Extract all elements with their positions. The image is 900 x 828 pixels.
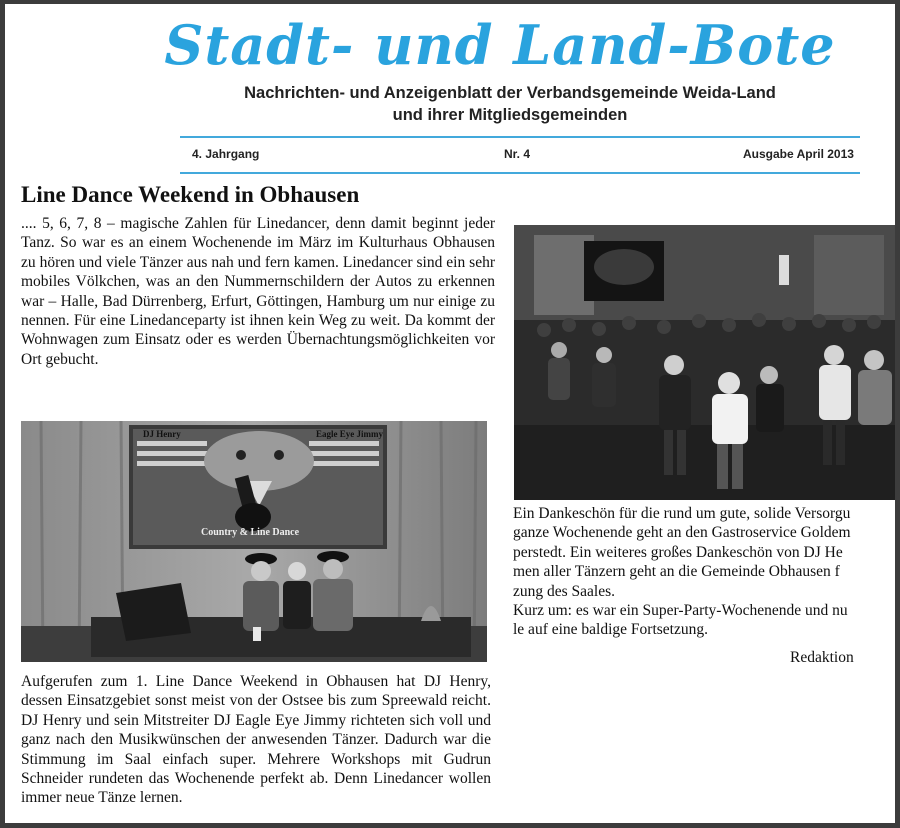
masthead-title: Stadt- und Land-Bote bbox=[164, 13, 836, 77]
masthead-rule-top bbox=[180, 136, 860, 138]
paragraph-3-line: perstedt. Ein weiteres großes Dankeschön von DJ He bbox=[513, 543, 843, 561]
issue-year: 4. Jahrgang bbox=[192, 147, 260, 161]
dance-floor-photo bbox=[514, 225, 895, 500]
paragraph-3-line: Kurz um: es war ein Super-Party-Wochenende und nu bbox=[513, 602, 848, 620]
paragraph-3-line: zung des Saales. bbox=[513, 582, 616, 600]
paragraph-3-line: le auf eine baldige Fortsetzung. bbox=[513, 621, 708, 639]
article-headline: Line Dance Weekend in Obhausen bbox=[21, 182, 360, 207]
subtitle-line-1: Nachrichten- und Anzeigenblatt der Verbandsgemeinde Weida-Land bbox=[244, 84, 776, 102]
paragraph-3-line: men aller Tänzern geht an die Gemeinde Obhausen f bbox=[513, 563, 840, 581]
article-signature: Redaktion bbox=[790, 649, 854, 666]
banner-left-name: DJ Henry bbox=[143, 429, 181, 439]
article-paragraph-1: .... 5, 6, 7, 8 – magische Zahlen für Linedancer, denn damit beginnt jeder Tanz. So war es an einem Wochenende im März im Kulturhaus Obhausen zu hören und viele Tänzer aus nah und fern kamen. Linedancer sind ein sehr mobiles Völkchen, was an den Nummernschildern der Autos zu erkennen war – Halle, Bad Dürrenberg, Erfurt, Göttingen, Hamburg um nur einige zu nennen. Für eine Linedanceparty ist ihnen kein Weg zu weit. Da kommt der Wohnwagen zum Einsatz oder es werden Übernachtungsmöglichkeiten vor Ort gebucht. bbox=[21, 215, 495, 368]
paragraph-3-line: Ein Dankeschön für die rund um gute, solide Versorgu bbox=[513, 505, 851, 522]
subtitle-line-2: und ihrer Mitgliedsgemeinden bbox=[392, 106, 628, 124]
newspaper-page bbox=[5, 4, 895, 823]
banner-caption: Country & Line Dance bbox=[201, 527, 300, 538]
issue-number: Nr. 4 bbox=[504, 147, 531, 161]
masthead-subtitle bbox=[190, 82, 830, 126]
paragraph-3-line: ganze Wochenende geht an den Gastroservice Goldem bbox=[513, 524, 851, 542]
issue-edition: Ausgabe April 2013 bbox=[743, 147, 854, 161]
article-paragraph-2: Aufgerufen zum 1. Line Dance Weekend in Obhausen hat DJ Henry, dessen Einsatzgebiet sonst meist von der Ostsee bis zum Spreewald reicht. DJ Henry und sein Mitstreiter DJ Eagle Eye Jimmy richteten sich voll und ganz nach den Musikwünschen der anwesenden Tänzer. Dadurch war die Stimmung im Saal einfach super. Mehrere Workshops mit Gudrun Schneider rundeten das Wochenende perfekt ab. Denn Linedancer wollen immer neue Tänze lernen. bbox=[21, 673, 491, 807]
article-paragraph-3 bbox=[513, 504, 895, 640]
dj-stage-photo bbox=[21, 421, 487, 662]
banner-right-name: Eagle Eye Jimmy bbox=[316, 429, 383, 439]
masthead-rule-bottom bbox=[180, 172, 860, 174]
